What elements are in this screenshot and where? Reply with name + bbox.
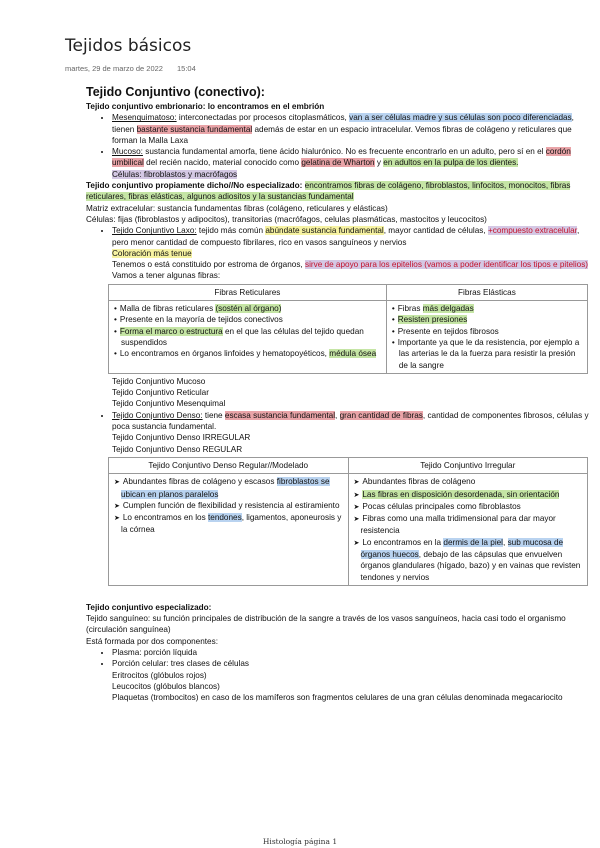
highlight-green: Resisten presiones [397, 315, 468, 325]
text-run: Vamos a tener algunas fibras: [112, 271, 221, 281]
list-item-laxo [112, 225, 592, 281]
list-item: • Presente en la mayoría de tejidos conectivos [113, 314, 382, 325]
section-title-conjuntivo: Tejido Conjuntivo (conectivo): [86, 85, 265, 99]
note-content [86, 84, 592, 704]
text-run: Porción celular: tres clases de células [112, 659, 249, 669]
text-run: Lo encontramos en la [362, 537, 444, 547]
cell-list [391, 303, 583, 371]
text-run: , pero menor cantidad de compuesto fibrilares, rico en vasos sanguíneos y nervios [112, 226, 580, 247]
highlight-blue: van a ser células madre y sus células son poco diferenciadas [349, 113, 572, 123]
table-header-cell: Tejido Conjuntivo Irregular [348, 457, 588, 473]
list-item [391, 314, 583, 325]
list-item-plasma: • Plasma: porción líquida [112, 647, 592, 658]
table-header-row [109, 284, 588, 300]
paragraph-list-mesenquimal: Tejido Conjuntivo Mesenquimal [112, 399, 226, 409]
list-item-denso [112, 410, 592, 433]
highlight-yellow: Coloración más tenue [112, 248, 192, 258]
highlight-blue: sub mucosa de órganos huecos [360, 537, 564, 559]
highlight-green: (sostén al órgano) [215, 304, 282, 314]
text-run: Tenemos o está constituido por estroma de órganos, [112, 260, 305, 270]
denso-table [108, 457, 588, 586]
mesenquimatoso-label: Mesenquimatoso: [112, 113, 177, 123]
text-run: , mayor cantidad de células, [383, 226, 488, 236]
page-title: Tejidos básicos [65, 36, 192, 56]
text-run: Plaquetas (trombocitos) en caso de los mamíferos son fragmentos celulares de una gran células denominada megacariocito [112, 693, 563, 703]
table-cell [386, 301, 587, 374]
text-run: además de estar en un espacio intracelular. Vemos fibras de colágeno y reticulares que forman la Malla Laxa [112, 124, 572, 145]
laxo-label: Tejido Conjuntivo Laxo: [112, 226, 197, 236]
paragraph-denso-irregular: Tejido Conjuntivo Denso IRREGULAR [112, 433, 251, 443]
list-item [113, 303, 382, 314]
table-row [109, 474, 588, 586]
text-run: Fibras [397, 304, 423, 314]
list-item: • Importante ya que le da resistencia, por ejemplo a las arterias le da la fuerza para resistir la presión de la sangre [391, 337, 583, 371]
list-item: ➤ Cumplen función de flexibilidad y resistencia al estiramiento [113, 500, 344, 512]
highlight-green: encontramos fibras de colágeno, fibroblastos, linfocitos, monocitos, fibras reticulares, fibras elásticas, algunos adiositos y la sustancias fundamental [86, 181, 571, 202]
highlight-blue: dermis de la piel [443, 537, 504, 547]
page-date: martes, 29 de marzo de 2022 [65, 64, 163, 73]
text-run: sustancia fundamental amorfa, tiene ácido hialurónico. No es frecuente encontrarlo en un adulto, pero sí en el [142, 147, 546, 157]
paragraph-sanguineo: Tejido sanguíneo: su función principales de distribución de la sangre a través de los vasos sanguíneos, hacia casi todo el organismo (circulación sanguínea) [86, 614, 566, 635]
list-item: ➤ Abundantes fibras de colágeno [353, 476, 584, 488]
componentes-list [86, 647, 592, 703]
text-run: en el que las células del tejido quedan suspendidos [121, 326, 364, 347]
highlight-red: gelatina de Wharton [301, 158, 375, 168]
highlight-blue: fibroblastos se ubican en planos paralelos [121, 477, 330, 499]
list-item [353, 537, 584, 583]
text-run: Abundantes fibras de colágeno y escasos [122, 477, 277, 487]
highlight-purple: sirve de apoyo para los epitelios (vamos a poder identificar los tipos e pitelios) [304, 260, 589, 270]
text-run: tejido más común [196, 226, 266, 236]
text-run: Lo encontramos en los [122, 513, 208, 523]
text-run: interconectadas por procesos citoplasmáticos, [176, 113, 350, 123]
page-time: 15:04 [176, 64, 196, 73]
highlight-green: Forma el marco o estructura [119, 326, 223, 336]
highlight-purple: Células: fibroblastos y macrófagos [112, 169, 238, 179]
spacer [86, 588, 592, 602]
heading-embrionario: Tejido conjuntivo embrionario: lo encontramos en el embrión [86, 102, 325, 111]
text-run: tiene [202, 410, 225, 420]
text-run: y [374, 158, 384, 168]
page-meta [65, 64, 196, 73]
highlight-red: gran cantidad de fibras [339, 410, 423, 420]
list-item [113, 476, 344, 500]
highlight-red: cordón umbilical [112, 147, 571, 168]
text-run: , tienen [112, 113, 574, 134]
denso-list [86, 410, 592, 433]
mucoso-label: Mucoso: [112, 147, 143, 157]
table-header-cell: Fibras Reticulares [109, 284, 387, 300]
paragraph-matriz: Matriz extracelular: sustancia fundamentas fibras (colágeno, reticulares y elásticas) [86, 203, 388, 213]
highlight-red: bastante sustancia fundamental [136, 124, 253, 134]
text-run: , debajo de las cápsulas que envuelven órganos glandulares (hígado, bazo) y en vainas que revisten tendones y nervios [360, 549, 581, 582]
text-run: , [335, 410, 340, 420]
text-run: , ligamentos, aponeurosis y la córnea [121, 513, 342, 535]
paragraph-list-mucoso: Tejido Conjuntivo Mucoso [112, 376, 206, 386]
embrionario-list [86, 112, 592, 180]
paragraph-list-reticular: Tejido Conjuntivo Reticular [112, 388, 209, 398]
denso-label: Tejido Conjuntivo Denso: [112, 410, 203, 420]
paragraph-propiamente-dicho [86, 180, 592, 203]
paragraph-formada: Está formada por dos componentes: [86, 636, 218, 646]
page-footer: Histología página 1 [262, 837, 338, 846]
table-cell [348, 474, 588, 586]
text-run: , cantidad de componentes fibrosos, células y poca sustancia fundamental. [112, 410, 589, 432]
paragraph-celulas: Células: fijas (fibroblastos y adipocitos), transitorias (macrófagos, celulas plasmáticas, mastocitos y leucocitos) [86, 214, 487, 224]
list-item: ➤ Pocas células principales como fibroblastos [353, 501, 584, 513]
text-run: del recién nacido, material conocido como [143, 158, 302, 168]
text-run: Leucocitos (glóbulos blancos) [112, 681, 220, 691]
highlight-green: médula ósea [329, 349, 377, 359]
highlight-green: Las fibras en disposición desordenada, sin orientación [362, 489, 560, 499]
cell-list [353, 476, 584, 583]
table-header-cell: Tejido Conjuntivo Denso Regular//Modelado [109, 457, 349, 473]
highlight-yellow: abúndate sustancia fundamental [265, 226, 384, 236]
heading-especializado: Tejido conjuntivo especializado: [86, 602, 212, 612]
list-item [391, 303, 583, 314]
text-run: Eritrocitos (glóbulos rojos) [112, 670, 207, 680]
text-run: Malla de fibras reticulares [119, 304, 216, 314]
list-item [113, 512, 344, 536]
list-item-mesenquimatoso [112, 112, 592, 146]
table-header-row [109, 457, 588, 473]
table-cell [109, 474, 349, 586]
list-item: ➤ Fibras como una malla tridimensional para dar mayor resistencia [353, 513, 584, 537]
list-item [353, 489, 584, 501]
highlight-green: más delgadas [422, 304, 474, 314]
paragraph-denso-regular: Tejido Conjuntivo Denso REGULAR [112, 444, 243, 454]
cell-list [113, 303, 382, 359]
table-row [109, 301, 588, 374]
text-run: , [503, 537, 508, 547]
highlight-purple: +compuesto extracelular [487, 226, 577, 236]
highlight-blue: tendones [207, 513, 242, 523]
list-item-porcion [112, 658, 592, 703]
highlight-green: en adultos en la pulpa de los dientes. [383, 158, 519, 168]
text-run: Lo encontramos en órganos linfoides y hematopoyéticos, [119, 349, 330, 359]
heading-propiamente-dicho: Tejido conjuntivo propiamente dicho//No especializado: [86, 181, 305, 191]
list-item [113, 348, 382, 359]
table-cell [109, 301, 387, 374]
list-item-mucoso [112, 146, 592, 180]
list-item [113, 326, 382, 349]
list-item: • Presente en tejidos fibrosos [391, 326, 583, 337]
laxo-list [86, 225, 592, 281]
highlight-red: escasa sustancia fundamental [224, 410, 336, 420]
cell-list [113, 476, 344, 535]
fibras-table [108, 284, 588, 374]
table-header-cell: Fibras Elásticas [386, 284, 587, 300]
